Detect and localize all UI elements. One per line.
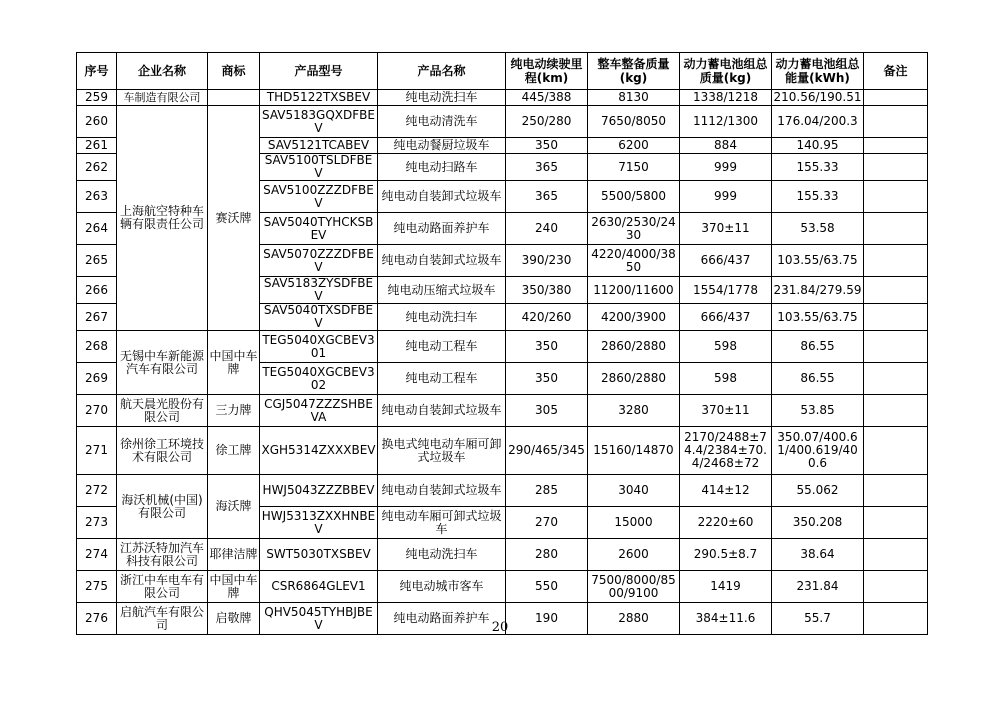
header-cell-battery-energy: 动力蓄电池组总能量(kWh) xyxy=(772,53,864,90)
cell-range: 290/465/345 xyxy=(506,427,588,475)
cell-name: 纯电动城市客车 xyxy=(378,571,506,603)
cell-name: 纯电动自装卸式垃圾车 xyxy=(378,245,506,277)
cell-mass: 5500/5800 xyxy=(588,181,680,213)
table-row xyxy=(77,571,928,603)
cell-battery-energy: 140.95 xyxy=(772,138,864,154)
cell-model: SAV5040TYHCKSBEV xyxy=(260,213,378,245)
cell-mass: 7500/8000/8500/9100 xyxy=(588,571,680,603)
cell-brand: 三力牌 xyxy=(208,395,260,427)
cell-no: 260 xyxy=(77,106,117,138)
header-row xyxy=(77,53,928,90)
cell-battery-mass: 999 xyxy=(680,181,772,213)
cell-no: 273 xyxy=(77,507,117,539)
cell-range: 305 xyxy=(506,395,588,427)
cell-brand: 徐工牌 xyxy=(208,427,260,475)
cell-battery-energy: 155.33 xyxy=(772,154,864,181)
cell-no: 268 xyxy=(77,331,117,363)
table-row xyxy=(77,539,928,571)
header-cell-no: 序号 xyxy=(77,53,117,90)
cell-battery-mass: 1554/1778 xyxy=(680,277,772,304)
cell-mass: 7650/8050 xyxy=(588,106,680,138)
cell-model: XGH5314ZXXXBEV xyxy=(260,427,378,475)
cell-name: 纯电动路面养护车 xyxy=(378,213,506,245)
cell-mass: 4200/3900 xyxy=(588,304,680,331)
cell-note xyxy=(864,331,928,363)
cell-battery-mass: 598 xyxy=(680,331,772,363)
cell-name: 纯电动餐厨垃圾车 xyxy=(378,138,506,154)
cell-battery-energy: 231.84 xyxy=(772,571,864,603)
cell-note xyxy=(864,363,928,395)
cell-range: 250/280 xyxy=(506,106,588,138)
table-row xyxy=(77,106,928,138)
cell-note xyxy=(864,539,928,571)
cell-brand: 赛沃牌 xyxy=(208,106,260,331)
cell-name: 纯电动车厢可卸式垃圾车 xyxy=(378,507,506,539)
cell-name: 纯电动工程车 xyxy=(378,331,506,363)
cell-model: SAV5121TCABEV xyxy=(260,138,378,154)
cell-model: SAV5100ZZZDFBEV xyxy=(260,181,378,213)
cell-mass: 2630/2530/2430 xyxy=(588,213,680,245)
cell-mass: 6200 xyxy=(588,138,680,154)
cell-mass: 15000 xyxy=(588,507,680,539)
cell-model: TEG5040XGCBEV302 xyxy=(260,363,378,395)
cell-battery-energy: 350.208 xyxy=(772,507,864,539)
cell-brand xyxy=(208,90,260,106)
cell-company: 车制造有限公司 xyxy=(117,90,208,106)
cell-no: 264 xyxy=(77,213,117,245)
table-row xyxy=(77,331,928,363)
cell-no: 276 xyxy=(77,603,117,635)
cell-no: 275 xyxy=(77,571,117,603)
cell-battery-mass: 290.5±8.7 xyxy=(680,539,772,571)
cell-battery-mass: 2170/2488±74.4/2384±70.4/2468±72 xyxy=(680,427,772,475)
cell-note xyxy=(864,90,928,106)
cell-name: 纯电动清洗车 xyxy=(378,106,506,138)
cell-note xyxy=(864,181,928,213)
cell-battery-energy: 176.04/200.3 xyxy=(772,106,864,138)
header-cell-range: 纯电动续驶里程(km) xyxy=(506,53,588,90)
cell-range: 285 xyxy=(506,475,588,507)
cell-battery-energy: 86.55 xyxy=(772,331,864,363)
cell-battery-mass: 414±12 xyxy=(680,475,772,507)
cell-mass: 8130 xyxy=(588,90,680,106)
cell-model: SAV5100TSLDFBEV xyxy=(260,154,378,181)
page-number: 20 xyxy=(491,620,509,635)
cell-company: 航天晨光股份有限公司 xyxy=(117,395,208,427)
cell-note xyxy=(864,277,928,304)
cell-name: 纯电动洗扫车 xyxy=(378,304,506,331)
cell-mass: 11200/11600 xyxy=(588,277,680,304)
cell-mass: 2880 xyxy=(588,603,680,635)
cell-note xyxy=(864,245,928,277)
cell-name: 纯电动扫路车 xyxy=(378,154,506,181)
cell-battery-energy: 53.85 xyxy=(772,395,864,427)
table-row xyxy=(77,427,928,475)
cell-no: 270 xyxy=(77,395,117,427)
cell-battery-energy: 55.062 xyxy=(772,475,864,507)
cell-model: HWJ5313ZXXHNBEV xyxy=(260,507,378,539)
cell-no: 271 xyxy=(77,427,117,475)
cell-no: 262 xyxy=(77,154,117,181)
cell-mass: 2860/2880 xyxy=(588,331,680,363)
cell-battery-mass: 1338/1218 xyxy=(680,90,772,106)
cell-company: 浙江中车电车有限公司 xyxy=(117,571,208,603)
header-cell-battery-mass: 动力蓄电池组总质量(kg) xyxy=(680,53,772,90)
cell-company: 启航汽车有限公司 xyxy=(117,603,208,635)
cell-battery-mass: 1112/1300 xyxy=(680,106,772,138)
cell-battery-mass: 384±11.6 xyxy=(680,603,772,635)
cell-battery-mass: 666/437 xyxy=(680,304,772,331)
cell-model: SAV5183GQXDFBEV xyxy=(260,106,378,138)
cell-battery-mass: 1419 xyxy=(680,571,772,603)
cell-no: 265 xyxy=(77,245,117,277)
cell-battery-energy: 350.07/400.61/400.619/400.6 xyxy=(772,427,864,475)
cell-note xyxy=(864,475,928,507)
cell-no: 269 xyxy=(77,363,117,395)
cell-mass: 7150 xyxy=(588,154,680,181)
cell-note xyxy=(864,138,928,154)
cell-model: CSR6864GLEV1 xyxy=(260,571,378,603)
cell-range: 420/260 xyxy=(506,304,588,331)
cell-battery-energy: 55.7 xyxy=(772,603,864,635)
cell-brand: 海沃牌 xyxy=(208,475,260,539)
cell-range: 350 xyxy=(506,363,588,395)
cell-model: QHV5045TYHBJBEV xyxy=(260,603,378,635)
cell-range: 350 xyxy=(506,331,588,363)
cell-model: THD5122TXSBEV xyxy=(260,90,378,106)
cell-battery-energy: 155.33 xyxy=(772,181,864,213)
cell-name: 纯电动自装卸式垃圾车 xyxy=(378,475,506,507)
cell-battery-energy: 103.55/63.75 xyxy=(772,304,864,331)
cell-name: 纯电动路面养护车 xyxy=(378,603,506,635)
table-row xyxy=(77,395,928,427)
cell-battery-energy: 231.84/279.59 xyxy=(772,277,864,304)
cell-company: 上海航空特种车辆有限责任公司 xyxy=(117,106,208,331)
cell-note xyxy=(864,571,928,603)
cell-model: SAV5183ZYSDFBEV xyxy=(260,277,378,304)
cell-range: 270 xyxy=(506,507,588,539)
cell-battery-mass: 884 xyxy=(680,138,772,154)
cell-name: 纯电动洗扫车 xyxy=(378,90,506,106)
header-cell-company: 企业名称 xyxy=(117,53,208,90)
cell-mass: 2860/2880 xyxy=(588,363,680,395)
cell-name: 纯电动自装卸式垃圾车 xyxy=(378,181,506,213)
cell-note xyxy=(864,427,928,475)
cell-note xyxy=(864,507,928,539)
vehicle-catalog-table xyxy=(76,52,928,635)
cell-model: SAV5040TXSDFBEV xyxy=(260,304,378,331)
cell-name: 换电式纯电动车厢可卸式垃圾车 xyxy=(378,427,506,475)
cell-battery-mass: 2220±60 xyxy=(680,507,772,539)
cell-battery-energy: 53.58 xyxy=(772,213,864,245)
cell-battery-mass: 598 xyxy=(680,363,772,395)
cell-brand: 中国中车牌 xyxy=(208,571,260,603)
cell-range: 280 xyxy=(506,539,588,571)
cell-model: SWT5030TXSBEV xyxy=(260,539,378,571)
cell-no: 272 xyxy=(77,475,117,507)
cell-range: 550 xyxy=(506,571,588,603)
cell-no: 274 xyxy=(77,539,117,571)
cell-battery-mass: 666/437 xyxy=(680,245,772,277)
cell-range: 365 xyxy=(506,181,588,213)
cell-battery-energy: 38.64 xyxy=(772,539,864,571)
header-cell-model: 产品型号 xyxy=(260,53,378,90)
header-cell-name: 产品名称 xyxy=(378,53,506,90)
cell-company: 海沃机械(中国)有限公司 xyxy=(117,475,208,539)
table-row xyxy=(77,475,928,507)
cell-range: 240 xyxy=(506,213,588,245)
cell-note xyxy=(864,106,928,138)
cell-no: 259 xyxy=(77,90,117,106)
cell-no: 263 xyxy=(77,181,117,213)
cell-model: HWJ5043ZZZBBEV xyxy=(260,475,378,507)
cell-name: 纯电动工程车 xyxy=(378,363,506,395)
cell-name: 纯电动洗扫车 xyxy=(378,539,506,571)
cell-company: 徐州徐工环境技术有限公司 xyxy=(117,427,208,475)
table-row xyxy=(77,90,928,106)
cell-mass: 3280 xyxy=(588,395,680,427)
cell-range: 445/388 xyxy=(506,90,588,106)
cell-range: 365 xyxy=(506,154,588,181)
cell-no: 261 xyxy=(77,138,117,154)
cell-mass: 2600 xyxy=(588,539,680,571)
cell-range: 350 xyxy=(506,138,588,154)
cell-battery-mass: 370±11 xyxy=(680,395,772,427)
cell-note xyxy=(864,213,928,245)
cell-model: SAV5070ZZZDFBEV xyxy=(260,245,378,277)
cell-range: 390/230 xyxy=(506,245,588,277)
cell-battery-energy: 210.56/190.51 xyxy=(773,90,862,104)
cell-no: 267 xyxy=(77,304,117,331)
cell-battery-energy: 86.55 xyxy=(772,363,864,395)
cell-note xyxy=(864,304,928,331)
cell-name: 纯电动压缩式垃圾车 xyxy=(378,277,506,304)
header-cell-mass: 整车整备质量(kg) xyxy=(588,53,680,90)
cell-brand: 中国中车牌 xyxy=(208,331,260,395)
cell-company: 无锡中车新能源汽车有限公司 xyxy=(117,331,208,395)
cell-mass: 4220/4000/3850 xyxy=(588,245,680,277)
cell-mass: 3040 xyxy=(588,475,680,507)
cell-battery-energy: 103.55/63.75 xyxy=(772,245,864,277)
cell-brand: 启敬牌 xyxy=(208,603,260,635)
cell-no: 266 xyxy=(77,277,117,304)
cell-range: 190 xyxy=(506,603,588,635)
cell-company: 江苏沃特加汽车科技有限公司 xyxy=(117,539,208,571)
cell-range: 350/380 xyxy=(506,277,588,304)
header-cell-brand: 商标 xyxy=(208,53,260,90)
header-cell-note: 备注 xyxy=(864,53,928,90)
cell-note xyxy=(864,395,928,427)
cell-name: 纯电动自装卸式垃圾车 xyxy=(378,395,506,427)
cell-battery-mass: 999 xyxy=(680,154,772,181)
cell-note xyxy=(864,154,928,181)
cell-model: CGJ5047ZZZSHBEVA xyxy=(260,395,378,427)
cell-brand: 耶律洁牌 xyxy=(208,539,260,571)
cell-mass: 15160/14870 xyxy=(588,427,680,475)
cell-battery-mass: 370±11 xyxy=(680,213,772,245)
cell-model: TEG5040XGCBEV301 xyxy=(260,331,378,363)
